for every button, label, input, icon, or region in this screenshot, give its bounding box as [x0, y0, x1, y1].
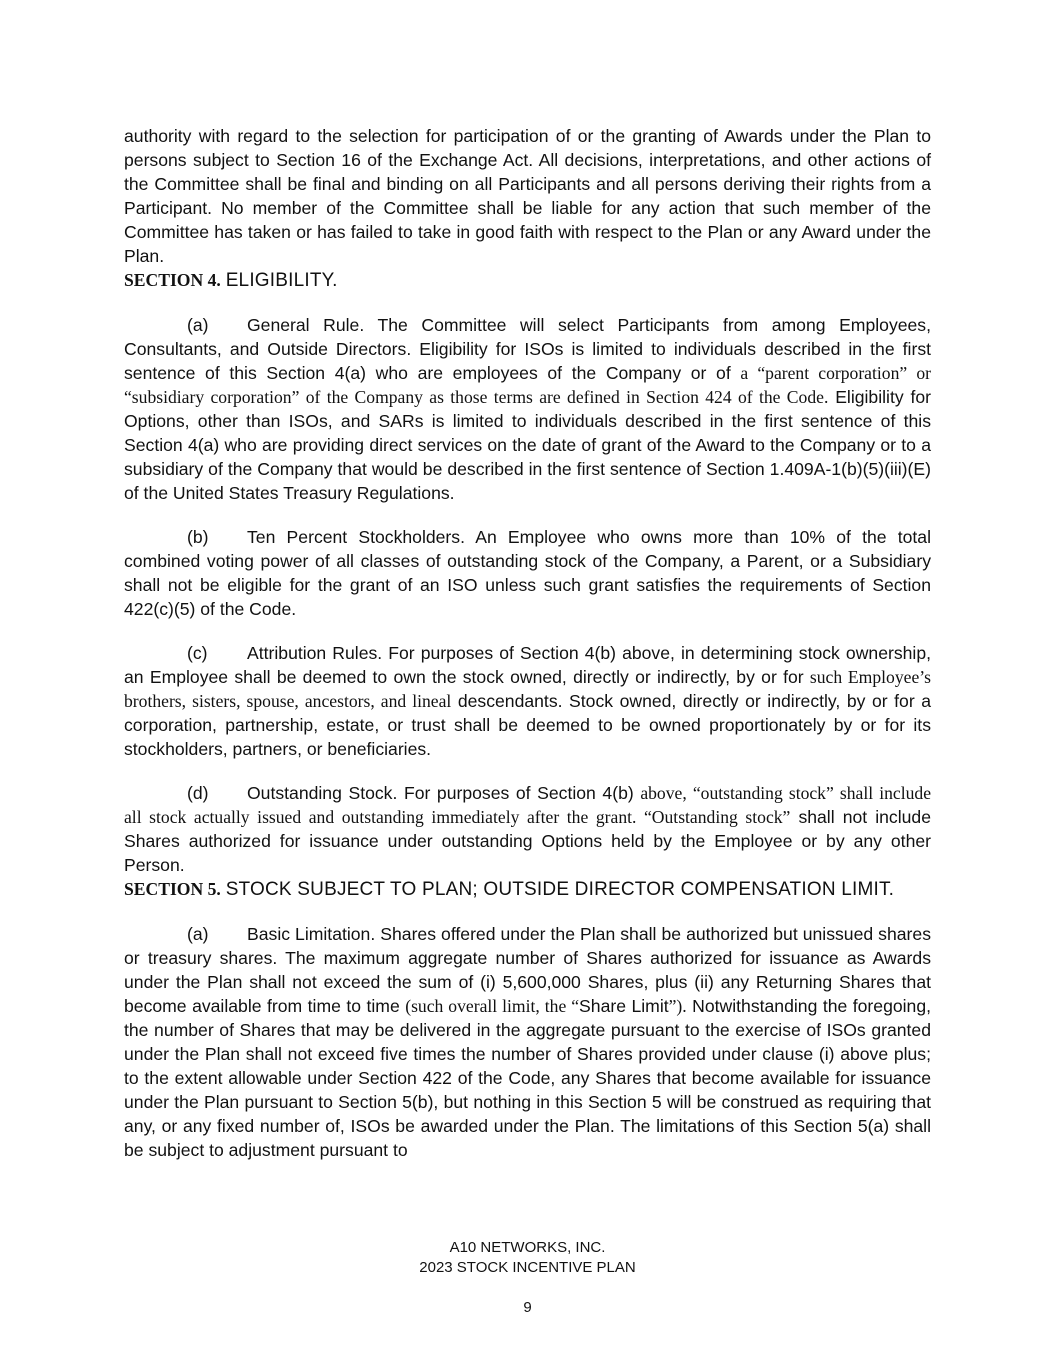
section-4c-text-a: For purposes of Section 4(b) above, in determining stock ownership, an Employee shall be deemed to own the stock owned, directly or indirectly, by or for: [124, 643, 932, 687]
section-4c-paragraph: [124, 641, 931, 761]
section-5a-text-b: Notwithstanding the foregoing, the number of Shares that may be delivered in the aggregate pursuant to the exercise of ISOs granted under the Plan shall not exceed five times the number of Shares provided under clause (i) above plus; to the extent allowable under Section 422 of the Code, any Shares that become available for issuance under the Plan pursuant to Section 5(b), but nothing in this Section 5 will be construed as requiring that any, or any fixed number of, ISOs be awarded under the Plan. The limitations of this Section 5(a) shall be subject to adjustment pursuant to: [124, 996, 932, 1160]
section-5a-text-serif: (such overall limit, the “: [405, 996, 580, 1016]
section-4d-label: (d): [187, 783, 209, 803]
section-4a-text-b: Eligibility for Options, other than ISOs, and SARs is limited to individuals described in the first sentence of this Section 4(a) who are providing direct services on the date of grant of the Award to the Company or to a subsidiary of the Company that would be described in the first sentence of Section 1.409A-1(b)(5)(iii)(E) of the United States Treasury Regulations.: [124, 387, 931, 503]
section-5-heading: [124, 877, 931, 902]
section-4a-text-serif: a “parent corporation” or “subsidiary corporation” of the Company as those terms are defined in Section 424 of the Code.: [124, 363, 931, 407]
section-5a-text-serif-close: ”).: [668, 996, 687, 1016]
section-4-heading: [124, 268, 931, 293]
section-4d-title: Outstanding Stock.: [247, 783, 398, 803]
section-4d-paragraph: [124, 781, 931, 877]
section-5a-share-limit: Share Limit: [579, 996, 669, 1016]
section-5a-title: Basic Limitation.: [247, 924, 376, 944]
section-4b-paragraph: [124, 525, 931, 621]
section-4b-text: An Employee who owns more than 10% of the total combined voting power of all classes of outstanding stock of the Company, a Parent, or a Subsidiary shall not be eligible for the grant of an ISO unless such grant satisfies the requirements of Section 422(c)(5) of the Code.: [124, 527, 931, 619]
section-4d-text-serif: above, “outstanding stock” shall include all stock actually issued and outstanding immediately after the grant. “Outstanding stock”: [124, 783, 932, 827]
section-4c-text-serif: such Employee’s brothers, sisters, spouse, ancestors, and lineal: [124, 667, 931, 711]
section-4c-label: (c): [187, 643, 208, 663]
section-4d-text-b: shall not include Shares authorized for issuance under outstanding Options held by the Employee or by any other Person.: [124, 807, 931, 875]
section-5a-label: (a): [187, 924, 209, 944]
intro-paragraph: authority with regard to the selection for participation of or the granting of Awards under the Plan to persons subject to Section 16 of the Exchange Act. All decisions, interpretations, and other actions of the Committee shall be final and binding on all Participants and all persons deriving their rights from a Participant. No member of the Committee shall be liable for any action that such member of the Committee has taken or has failed to take in good faith with respect to the Plan or any Award under the Plan.: [124, 126, 931, 266]
section-4c-title: Attribution Rules.: [247, 643, 383, 663]
section-4-number: SECTION 4.: [124, 270, 221, 290]
section-4b-title: Ten Percent Stockholders.: [247, 527, 465, 547]
section-4a-text-a: The Committee will select Participants from among Employees, Consultants, and Outside Directors. Eligibility for ISOs is limited to individuals described in the first sentence of this Section 4(a) who are employees of the Company or of: [124, 315, 931, 383]
page-number: 9: [523, 1299, 532, 1316]
section-4a-paragraph: [124, 313, 931, 505]
section-5a-text-a: Shares offered under the Plan shall be authorized but unissued shares or treasury shares. The maximum aggregate number of Shares authorized for issuance as Awards under the Plan shall not exceed the sum of (i) 5,600,000 Shares, plus (ii) any Returning Shares that become available from time to time: [124, 924, 931, 1016]
section-5-title: STOCK SUBJECT TO PLAN; OUTSIDE DIRECTOR COMPENSATION LIMIT.: [225, 879, 895, 900]
section-4-title: ELIGIBILITY.: [225, 270, 338, 291]
section-5-number: SECTION 5.: [124, 879, 221, 899]
document-body: [124, 124, 931, 1162]
footer-company: A10 NETWORKS, INC.: [449, 1239, 606, 1256]
footer-plan-title: 2023 STOCK INCENTIVE PLAN: [419, 1259, 636, 1276]
section-4a-title: General Rule.: [247, 315, 365, 335]
section-4c-text-b: descendants. Stock owned, directly or indirectly, by or for a corporation, partnership, estate, or trust shall be deemed to be owned proportionately by or for its stockholders, partners, or beneficiaries.: [124, 691, 931, 759]
section-4a-label: (a): [187, 315, 209, 335]
section-5a-paragraph: [124, 922, 931, 1162]
section-4d-text-a: For purposes of Section 4(b): [403, 783, 641, 803]
section-4b-label: (b): [187, 527, 209, 547]
